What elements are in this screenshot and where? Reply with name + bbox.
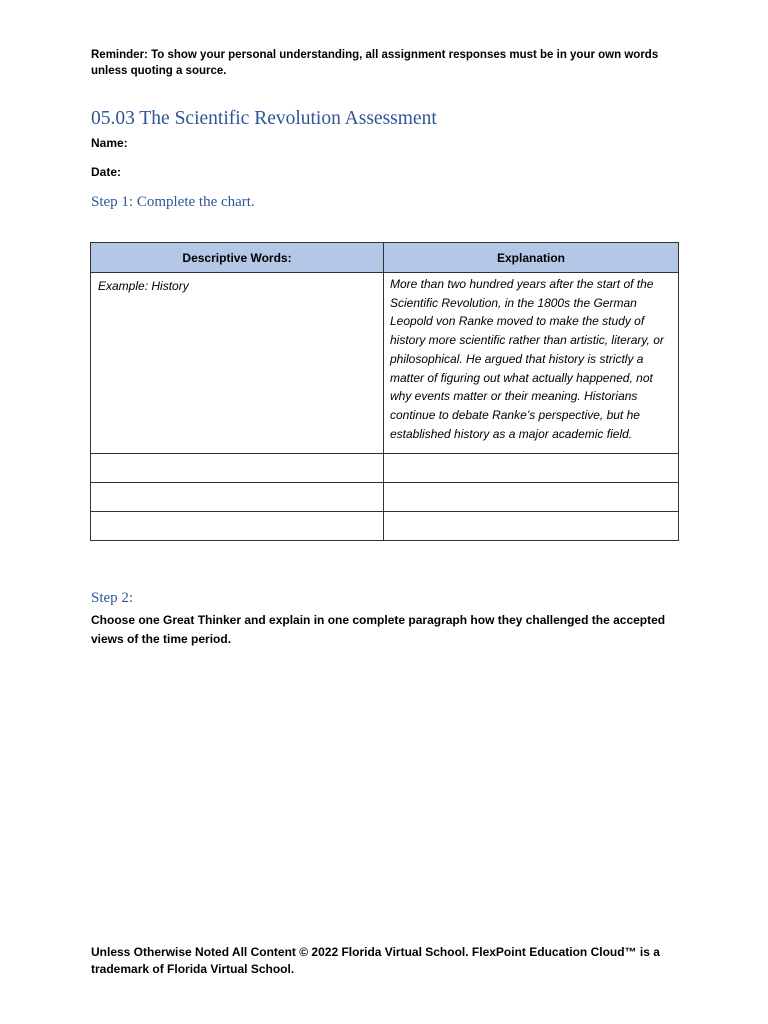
descriptive-word-cell[interactable] <box>91 454 384 483</box>
descriptive-words-chart <box>90 242 679 541</box>
table-row <box>91 273 679 454</box>
example-explanation: More than two hundred years after the start of the Scientific Revolution, in the 1800s the German Leopold von Ranke moved to make the study of history more scientific rather than artistic, literary, or philosophical. He argued that history is strictly a matter of figuring out what actually happened, not why events matter or their meaning. Historians continue to debate Ranke’s perspective, but he established history as a major academic field. <box>390 277 664 441</box>
table-row <box>91 454 679 483</box>
explanation-cell[interactable] <box>384 454 679 483</box>
copyright-footer: Unless Otherwise Noted All Content © 2022 Florida Virtual School. FlexPoint Education Cloud™ is a trademark of Florida Virtual School. <box>91 945 660 976</box>
chart-header-row <box>91 243 679 273</box>
step2-instructions: Choose one Great Thinker and explain in one complete paragraph how they challenged the accepted views of the time period. <box>91 613 666 646</box>
header-descriptive-words: Descriptive Words: <box>91 243 384 273</box>
page-title: 05.03 The Scientific Revolution Assessment <box>91 108 437 129</box>
step1-heading: Step 1: Complete the chart. <box>91 194 255 210</box>
name-label: Name: <box>91 136 128 150</box>
reminder-note: Reminder: To show your personal understanding, all assignment responses must be in your own words unless quoting a source. <box>91 49 659 77</box>
header-explanation: Explanation <box>384 243 679 273</box>
step2-heading: Step 2: <box>91 590 134 606</box>
descriptive-word-cell[interactable] <box>91 483 384 512</box>
explanation-cell[interactable] <box>384 512 679 541</box>
table-row <box>91 483 679 512</box>
date-label: Date: <box>91 165 122 179</box>
descriptive-word-cell[interactable] <box>91 273 384 454</box>
example-word: Example: History <box>98 279 189 293</box>
table-row <box>91 512 679 541</box>
explanation-cell[interactable] <box>384 483 679 512</box>
descriptive-word-cell[interactable] <box>91 512 384 541</box>
explanation-cell[interactable] <box>384 273 679 454</box>
